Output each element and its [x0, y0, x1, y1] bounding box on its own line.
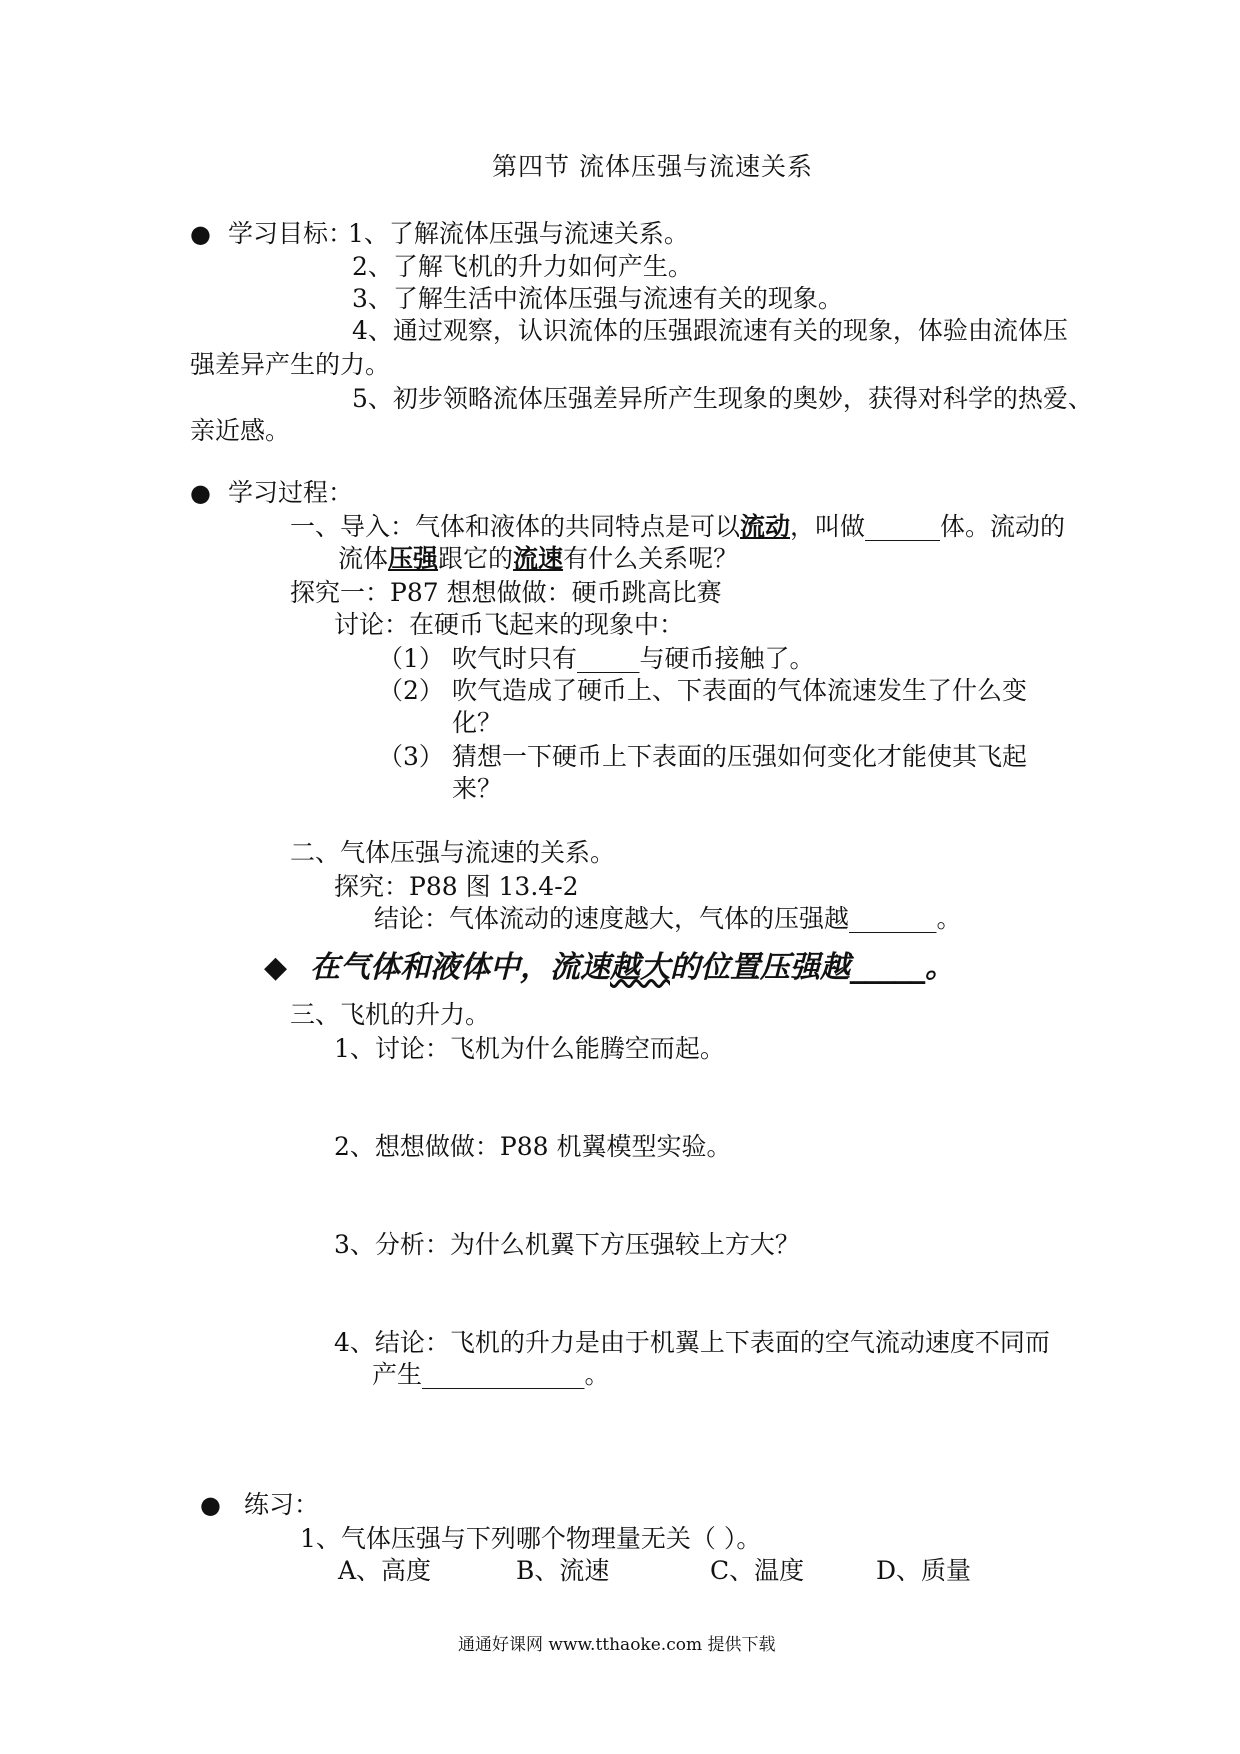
section-three-item: 4、结论：飞机的升力是由于机翼上下表面的空气流动速度不同而: [334, 1328, 1050, 1357]
objective-item: 强差异产生的力。: [190, 350, 391, 379]
diamond-icon: ◆: [264, 950, 288, 985]
keyword-pressure: 压强: [388, 544, 439, 573]
explore-two: 探究：P88 图 13.4-2: [334, 872, 579, 901]
conclusion-two: 结论：气体流动的速度越大，气体的压强越_______。: [374, 904, 962, 933]
emphasis-text: 在气体和液体中，流速: [310, 950, 610, 985]
question-number: （1）: [378, 644, 444, 673]
emphasis-text: 的位置压强越_____。: [670, 950, 955, 985]
option-d: D、质量: [876, 1556, 972, 1585]
objective-item: 4、通过观察，认识流体的压强跟流速有关的现象，体验由流体压: [352, 316, 1068, 345]
question-text: 化？: [452, 708, 503, 737]
intro-keyword: 流动: [740, 512, 791, 541]
bullet-icon: ●: [190, 479, 211, 507]
objective-item: 亲近感。: [190, 416, 291, 445]
bullet-icon: ●: [190, 220, 211, 248]
objective-item: 5、初步领略流体压强差异所产生现象的奥妙，获得对科学的热爱、: [352, 384, 1093, 413]
intro-text: 跟它的: [438, 544, 514, 573]
question-text: 吹气造成了硬币上、下表面的气体流速发生了什么变: [452, 676, 1028, 705]
question-number: （2）: [378, 676, 444, 705]
discussion: 讨论：在硬币飞起来的现象中：: [334, 610, 685, 639]
option-a: A、高度: [338, 1556, 432, 1585]
objective-item: 2、了解飞机的升力如何产生。: [352, 252, 693, 281]
objective-item: 1、了解流体压强与流速关系。: [348, 219, 689, 248]
question-text: 吹气时只有_____与硬币接触了。: [452, 644, 815, 673]
explore-one: 探究一：P87 想想做做：硬币跳高比赛: [290, 578, 722, 607]
intro-text: 有什么关系呢？: [563, 544, 739, 573]
footer-text: 通通好课网 www.tthaoke.com 提供下载: [458, 1635, 776, 1655]
question-text: 猜想一下硬币上下表面的压强如何变化才能使其飞起: [452, 742, 1028, 771]
objectives-label: 学习目标：: [228, 219, 354, 248]
keyword-velocity: 流速: [513, 544, 564, 573]
section-two-heading: 二、气体压强与流速的关系。: [290, 838, 616, 867]
emphasis-line: [310, 950, 955, 986]
section-three-item: 2、想想做做：P88 机翼模型实验。: [334, 1132, 732, 1161]
practice-question: 1、气体压强与下列哪个物理量无关（ ）。: [300, 1524, 762, 1553]
emphasis-keyword: 越大: [610, 950, 670, 985]
question-text: 来？: [452, 774, 503, 803]
section-three-item: 1、讨论：飞机为什么能腾空而起。: [334, 1034, 725, 1063]
option-b: B、流速: [516, 1556, 610, 1585]
section-three-item: 3、分析：为什么机翼下方压强较上方大？: [334, 1230, 800, 1259]
intro-text: 流体: [338, 544, 389, 573]
intro-line: [290, 512, 1065, 542]
intro-text: ，叫做______体。流动的: [790, 512, 1066, 541]
page-title: 第四节 流体压强与流速关系: [492, 152, 813, 181]
section-three-item: 产生_____________。: [372, 1360, 610, 1389]
process-label: 学习过程：: [228, 478, 354, 507]
section-three-heading: 三、飞机的升力。: [290, 1000, 491, 1029]
option-c: C、温度: [710, 1556, 805, 1585]
intro-text: 一、导入：气体和液体的共同特点是可以: [290, 512, 741, 541]
question-number: （3）: [378, 742, 444, 771]
bullet-icon: ●: [200, 1491, 221, 1519]
practice-label: 练习：: [244, 1490, 320, 1519]
intro-line-2: [338, 544, 738, 574]
objective-item: 3、了解生活中流体压强与流速有关的现象。: [352, 284, 843, 313]
